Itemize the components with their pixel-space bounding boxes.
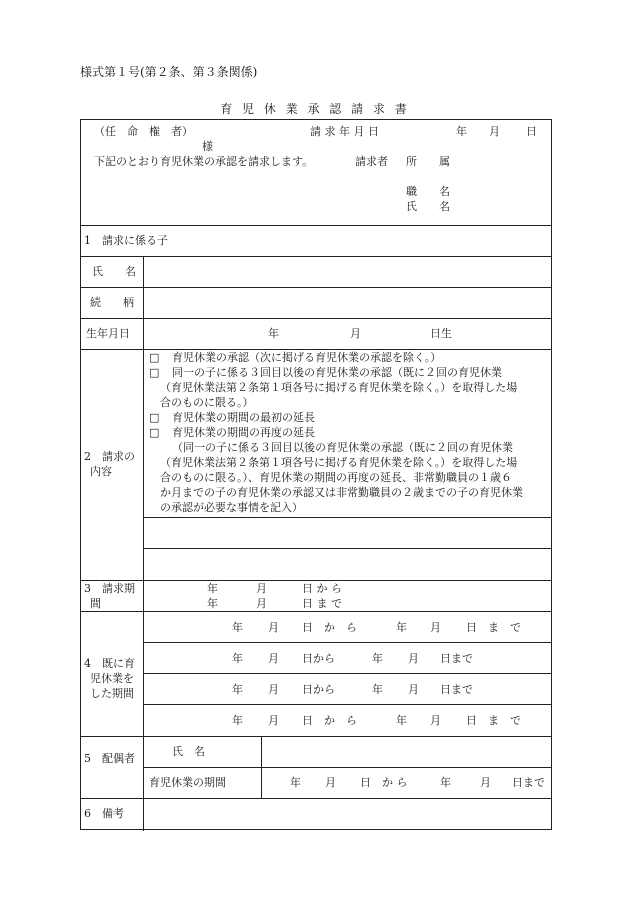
form-number: 様式第１号(第２条、第３条関係) (80, 65, 258, 79)
prior-period-month: 月 (268, 652, 279, 665)
request-date-year: 年 (456, 125, 467, 138)
period-end-month: 月 (256, 597, 267, 610)
rule (81, 736, 551, 737)
spouse-period-month: 月 (325, 776, 336, 789)
circumstances-note: （育児休業法第２条第１項各号に掲げる育児休業を除く。）を取得した場 (160, 456, 518, 469)
spouse-period-until: 日まで (512, 776, 545, 789)
prior-period-year: 年 (232, 652, 243, 665)
prior-period-year: 年 (396, 621, 407, 634)
authority-label: （任 命 権 者） (94, 125, 193, 138)
rule (143, 548, 551, 549)
rule (143, 256, 144, 580)
circumstances-note: 合のものに限る。）、育児休業の期間の再度の延長、非常勤職員の１歳６ (160, 471, 512, 484)
rule (81, 349, 551, 350)
section3-label: 3 請求期 (84, 582, 135, 595)
checkbox-icon[interactable]: □ (149, 366, 160, 379)
spouse-period-year: 年 (290, 776, 301, 789)
prior-period-year: 年 (372, 652, 383, 665)
child-relation-label: 続 柄 (90, 296, 134, 309)
birth-year: 年 (268, 327, 279, 340)
rule (143, 517, 551, 518)
section4-label-cont: 児休業を (90, 672, 134, 685)
spouse-period-year: 年 (440, 776, 451, 789)
section3-label-cont: 間 (90, 597, 101, 610)
section1-heading: 1 請求に係る子 (84, 234, 168, 247)
rule (143, 704, 551, 705)
prior-period-month: 月 (408, 683, 419, 696)
spouse-name-label: 氏 名 (172, 745, 205, 758)
rule (81, 798, 551, 799)
period-end-day: 日 ま で (302, 597, 342, 610)
circumstances-note: （同一の子に係る３回目以後の育児休業の承認（既に２回の育児休業 (172, 441, 513, 454)
prior-period-from: 日から (302, 652, 335, 665)
section4-label-cont: した期間 (90, 687, 134, 700)
document-title: 育 児 休 業 承 認 請 求 書 (220, 102, 410, 116)
prior-period-year: 年 (232, 683, 243, 696)
rule (143, 642, 551, 643)
period-start-day: 日 か ら (302, 582, 342, 595)
prior-period-year: 年 (232, 621, 243, 634)
prior-period-month: 月 (430, 621, 441, 634)
prior-period-month: 月 (430, 714, 441, 727)
child-name-label: 氏 名 (92, 265, 136, 278)
prior-period-until: 日まで (440, 683, 473, 696)
request-date-label: 請 求 年 月 日 (310, 125, 379, 138)
prior-period-year: 年 (232, 714, 243, 727)
option-third-or-later-cont: 合のものに限る。） (160, 396, 254, 409)
period-end-year: 年 (207, 597, 218, 610)
prior-period-from: 日から (302, 683, 335, 696)
birth-month: 月 (350, 327, 361, 340)
prior-period-month: 月 (268, 714, 279, 727)
option-second-extension: 育児休業の期間の再度の延長 (172, 426, 315, 439)
prior-period-year: 年 (372, 683, 383, 696)
section2-label-cont: 内容 (90, 465, 112, 478)
option-first-extension: 育児休業の期間の最初の延長 (172, 411, 315, 424)
section4-label: 4 既に育 (84, 657, 135, 670)
option-standard: 育児休業の承認（次に掲げる育児休業の承認を除く。） (172, 351, 442, 364)
position-label: 職 名 (406, 185, 450, 198)
spouse-period-from: 日 か ら (360, 776, 408, 789)
request-date-day: 日 (526, 125, 537, 138)
prior-period-from: 日 か ら (302, 621, 357, 634)
prior-period-month: 月 (408, 652, 419, 665)
prior-period-month: 月 (268, 621, 279, 634)
child-birth-label: 生年月日 (86, 327, 130, 340)
spouse-period-month: 月 (480, 776, 491, 789)
option-third-or-later-cont: （育児休業法第２条第１項各号に掲げる育児休業を除く。）を取得した場 (160, 381, 518, 394)
requester-label: 請求者 (355, 155, 388, 168)
period-start-year: 年 (207, 582, 218, 595)
affiliation-label: 所 属 (406, 155, 450, 168)
period-start-month: 月 (256, 582, 267, 595)
section6-label: 6 備考 (84, 807, 124, 820)
section5-label: 5 配偶者 (84, 752, 135, 765)
rule (143, 767, 551, 768)
prior-period-until: 日 ま で (466, 714, 521, 727)
request-statement: 下記のとおり育児休業の承認を請求します。 (94, 155, 314, 168)
rule (81, 318, 551, 319)
checkbox-icon[interactable]: □ (149, 351, 160, 364)
rule (81, 580, 551, 581)
rule (81, 287, 551, 288)
rule (143, 580, 144, 831)
birth-day: 日生 (430, 327, 452, 340)
prior-period-until: 日まで (440, 652, 473, 665)
sama-label: 様 (202, 140, 213, 153)
rule (261, 736, 262, 798)
section2-label: 2 請求の (84, 450, 135, 463)
name-label: 氏 名 (406, 200, 450, 213)
prior-period-year: 年 (396, 714, 407, 727)
rule (81, 256, 551, 257)
checkbox-icon[interactable]: □ (149, 411, 160, 424)
prior-period-from: 日 か ら (302, 714, 357, 727)
rule (81, 611, 551, 612)
checkbox-icon[interactable]: □ (149, 426, 160, 439)
prior-period-until: 日 ま で (466, 621, 521, 634)
rule (143, 673, 551, 674)
rule (81, 225, 551, 226)
request-date-month: 月 (489, 125, 500, 138)
option-third-or-later: 同一の子に係る３回目以後の育児休業の承認（既に２回の育児休業 (172, 366, 502, 379)
prior-period-month: 月 (268, 683, 279, 696)
circumstances-note: か月までの子の育児休業の承認又は非常勤職員の２歳までの子の育児休業 (160, 486, 523, 499)
spouse-period-label: 育児休業の期間 (149, 776, 226, 789)
circumstances-note: の承認が必要な事情を記入） (160, 501, 303, 514)
